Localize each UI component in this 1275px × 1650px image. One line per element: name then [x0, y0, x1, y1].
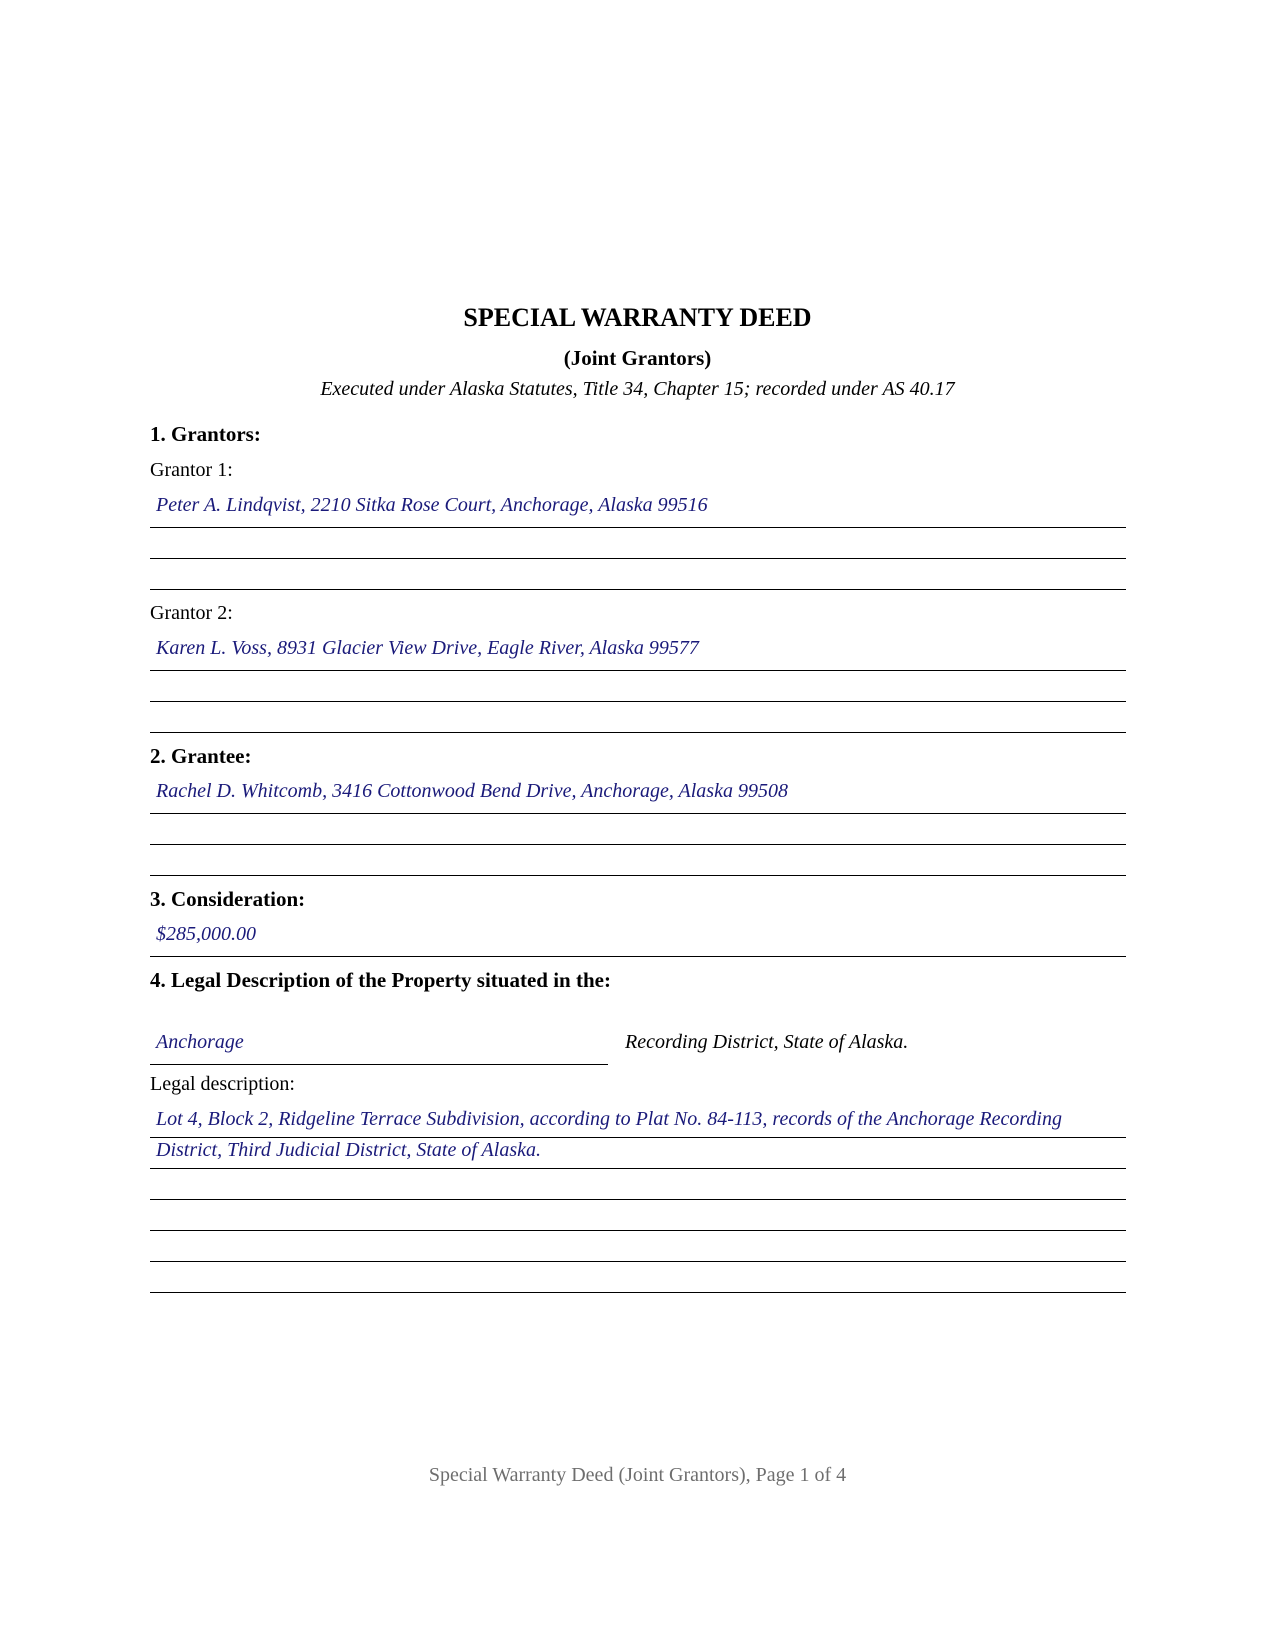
grantor2-field[interactable]: Karen L. Voss, 8931 Glacier View Drive, Eagle River, Alaska 99577 [156, 637, 699, 659]
grantor1-line-3 [150, 589, 1126, 590]
legal-line-3 [150, 1199, 1126, 1200]
grantee-heading: 2. Grantee: [150, 744, 252, 768]
statute-line: Executed under Alaska Statutes, Title 34, Chapter 15; recorded under AS 40.17 [320, 378, 955, 400]
grantee-field[interactable]: Rachel D. Whitcomb, 3416 Cottonwood Bend Drive, Anchorage, Alaska 99508 [156, 780, 788, 802]
legal-description-line-1-text[interactable]: Lot 4, Block 2, Ridgeline Terrace Subdivision, according to Plat No. 84-113, records of the Anchorage Recording [156, 1108, 1062, 1130]
grantee-line-2 [150, 844, 1126, 845]
legal-description-label: Legal description: [150, 1073, 295, 1095]
document-subtitle: (Joint Grantors) [563, 346, 712, 370]
grantor1-line-1 [150, 527, 1126, 528]
grantor1-field[interactable]: Peter A. Lindqvist, 2210 Sitka Rose Court, Anchorage, Alaska 99516 [156, 494, 708, 516]
legal-description-line-2-text[interactable]: District, Third Judicial District, State of Alaska. [156, 1139, 541, 1161]
legal-heading: 4. Legal Description of the Property situated in the: [150, 968, 611, 992]
grantor1-label: Grantor 1: [150, 459, 233, 481]
district-line [150, 1064, 608, 1065]
grantor2-line-3 [150, 732, 1126, 733]
grantee-line-3 [150, 875, 1126, 876]
consideration-field[interactable]: $285,000.00 [156, 923, 256, 945]
legal-line-2 [150, 1168, 1126, 1169]
district-field[interactable]: Anchorage [156, 1031, 244, 1053]
consideration-heading: 3. Consideration: [150, 887, 306, 911]
legal-line-5 [150, 1261, 1126, 1262]
legal-line-6 [150, 1292, 1126, 1293]
page-footer: Special Warranty Deed (Joint Grantors), Page 1 of 4 [428, 1464, 847, 1486]
grantor2-line-1 [150, 670, 1126, 671]
document-title: SPECIAL WARRANTY DEED [463, 303, 812, 332]
district-suffix: Recording District, State of Alaska. [625, 1031, 909, 1053]
grantee-line-1 [150, 813, 1126, 814]
grantors-heading: 1. Grantors: [150, 422, 261, 446]
legal-line-4 [150, 1230, 1126, 1231]
grantor2-line-2 [150, 701, 1126, 702]
grantor2-label: Grantor 2: [150, 602, 233, 624]
consideration-line [150, 956, 1126, 957]
grantor1-line-2 [150, 558, 1126, 559]
